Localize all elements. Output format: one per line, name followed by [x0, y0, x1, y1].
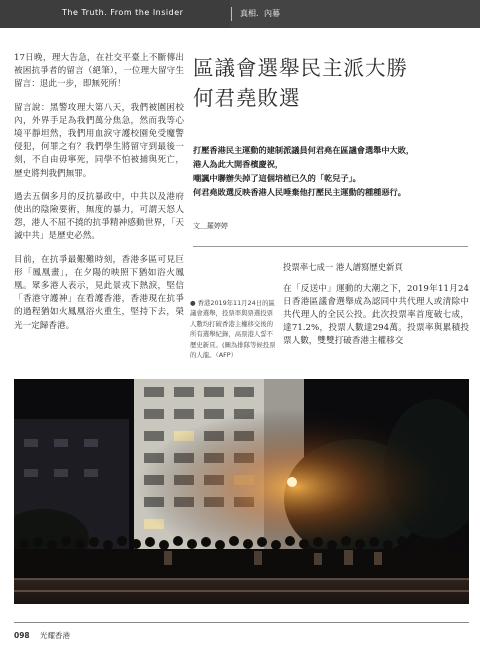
- publication-name: 光耀香港: [40, 631, 71, 640]
- article-lead: [193, 143, 468, 199]
- photo-illustration: [14, 379, 469, 604]
- news-photo: [14, 379, 469, 604]
- article-headline: [193, 53, 468, 113]
- lead-line: 何君堯敗選反映香港人民唾棄他打壓民主運動的種種惡行。: [193, 187, 406, 197]
- left-paragraph: 17日晚，理大告急，在社交平臺上不斷傳出被困抗爭者的留言（絕筆），一位理大留守生留言：退此一步，即無死所！: [14, 53, 184, 90]
- header-separator: [231, 7, 232, 21]
- page-number: 098: [14, 631, 30, 640]
- headline-line-1: 區議會選舉民主派大勝: [193, 56, 408, 80]
- header-bar: [0, 0, 480, 28]
- section-divider: [193, 246, 468, 247]
- photo-caption: ● 香港2019年11月24日的區議會選舉，投票率與票選投票人數均打破香港主權移交後的所有選舉紀錄，高票港人誓不歷史新頁。(圖為排隊等候投票的人龍。（AFP）: [190, 299, 276, 360]
- lead-line: 港人為此大開香檳慶祝，: [193, 159, 284, 169]
- left-paragraph: 過去五個多月的反抗暴政中，中共以及港府使出的陰險要術，無度的暴力，可謂天怒人怨，港人不屈不撓的抗爭精神感動世界，「天滅中共」是歷史必然。: [14, 191, 184, 242]
- left-column: [14, 52, 184, 343]
- footer-rule: [14, 622, 469, 623]
- left-paragraph: 留言說：黑警攻理大第八天，我們被圍困校內，外界手足為我們萬分焦急，然而我等心境平靜坦然，我們用血淚守護校園免受魔警侵犯，何罪之有？我們學生將留守到最後一刻，不自由毋寧死，同學不怕被捕與死亡，歷史將判我們無罪。: [14, 102, 184, 179]
- left-paragraph: 目前，在抗爭最艱難時刻，香港多區可見巨形「鳳凰畫」，在夕陽的映照下猶如浴火鳳凰。眾多港人表示，見此景戎下熱淚，堅信「香港守護神」在看護香港，香港現在抗爭的過程猶如火鳳凰浴火重生，堅持下去，榮光一定歸香港。: [14, 254, 184, 331]
- headline-line-2: 何君堯敗選: [193, 86, 301, 110]
- body-paragraph: 在「反送中」運動的大潮之下，2019年11月24日香港區議會選舉成為認同中共代理人或清除中共代理人的全民公投。此次投票率首度破七成，達71.2%，投票人數達294萬。投票率與累積投票人數，雙雙打破香港主權移交: [283, 284, 469, 346]
- article-byline: 文＿羅婷婷: [193, 222, 228, 230]
- article-subhead: 投票率七成一 港人譜寫歷史新頁: [283, 262, 403, 272]
- header-section-label: 真相．內幕: [240, 9, 280, 18]
- header-left-panel: [0, 0, 230, 28]
- right-column: [283, 283, 469, 348]
- lead-line: 嘲諷中聯辦失掉了這個培植已久的「乾兒子」。: [193, 173, 361, 183]
- page-footer: [14, 630, 70, 641]
- header-tagline: The Truth. From the Insider: [62, 8, 184, 17]
- lead-line: 打壓香港民主運動的建制派議員何君堯在區議會選舉中大敗，: [193, 145, 415, 155]
